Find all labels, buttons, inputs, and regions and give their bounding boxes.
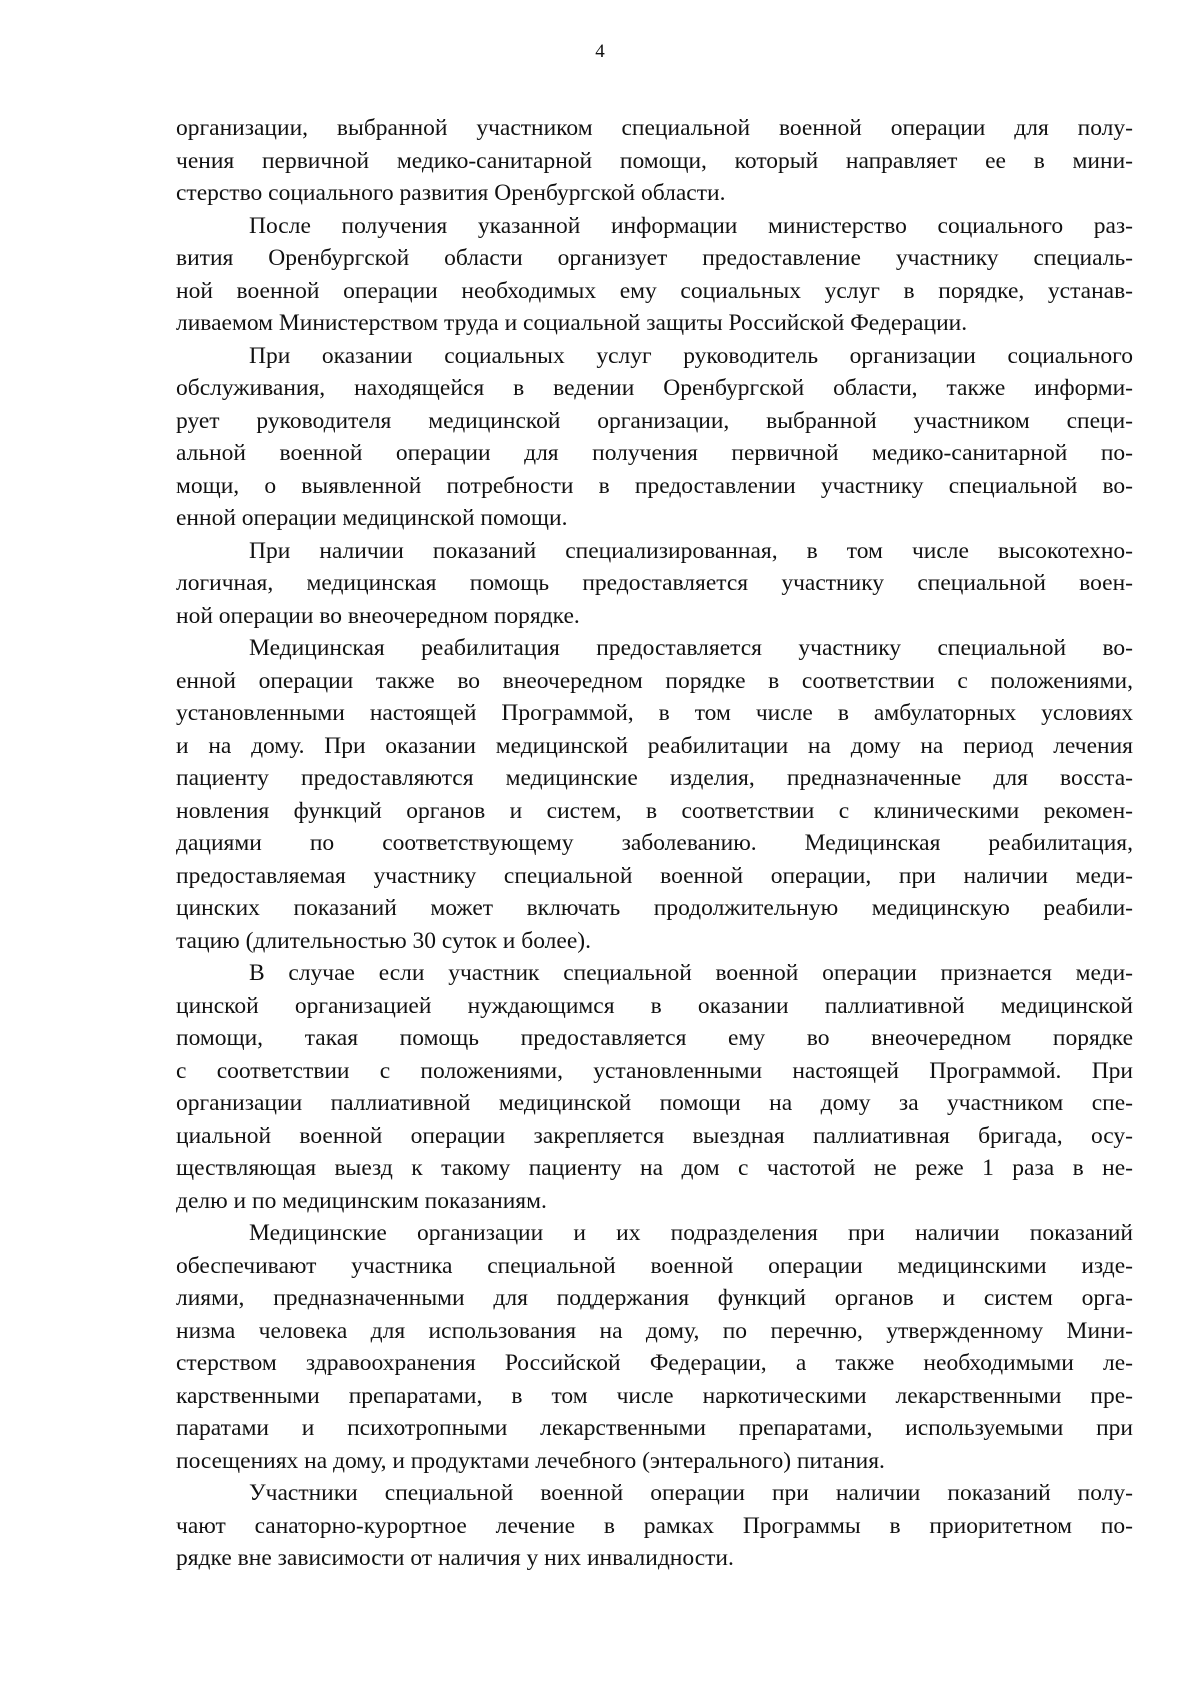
paragraph	[176, 1217, 1133, 1477]
text-line: делю и по медицинским показаниям.	[176, 1187, 547, 1214]
text-line: циальной военной операции закрепляется выездная паллиативная бригада, осу-	[176, 1122, 1133, 1149]
text-line: обслуживания, находящейся в ведении Оренбургской области, также информи-	[176, 375, 1133, 401]
text-line: обеспечивают участника специальной военной операции медицинскими изде-	[176, 1252, 1133, 1279]
paragraph	[176, 957, 1133, 1217]
paragraph	[176, 340, 1133, 535]
paragraph	[176, 210, 1133, 340]
text-line: цинской организацией нуждающимся в оказании паллиативной медицинской	[176, 992, 1133, 1019]
paragraph	[176, 632, 1133, 957]
text-line: В случае если участник специальной военной операции признается меди-	[249, 960, 1133, 986]
text-line: и на дому. При оказании медицинской реабилитации на дому на период лечения	[176, 732, 1133, 759]
text-line: установленными настоящей Программой, в том числе в амбулаторных условиях	[176, 700, 1133, 726]
text-line: Медицинские организации и их подразделения при наличии показаний	[249, 1220, 1133, 1246]
text-line: рует руководителя медицинской организации, выбранной участником специ-	[176, 407, 1133, 434]
text-line: посещениях на дому, и продуктами лечебного (энтерального) питания.	[176, 1447, 885, 1474]
text-line: чают санаторно-курортное лечение в рамках Программы в приоритетном по-	[176, 1512, 1133, 1539]
text-line: чения первичной медико-санитарной помощи, который направляет ее в мини-	[176, 147, 1133, 174]
paragraph	[176, 535, 1133, 633]
text-line: ществляющая выезд к такому пациенту на дом с частотой не реже 1 раза в не-	[176, 1155, 1133, 1181]
text-line: мощи, о выявленной потребности в предоставлении участнику специальной во-	[176, 472, 1133, 499]
text-line: После получения указанной информации министерство социального раз-	[249, 212, 1133, 239]
text-line: вития Оренбургской области организует предоставление участнику специаль-	[176, 245, 1133, 271]
text-line: предоставляемая участнику специальной военной операции, при наличии меди-	[176, 862, 1133, 889]
text-line: логичная, медицинская помощь предоставляется участнику специальной воен-	[176, 570, 1133, 596]
text-line: карственными препаратами, в том числе наркотическими лекарственными пре-	[176, 1382, 1133, 1409]
paragraph	[176, 112, 1133, 210]
text-line: цинских показаний может включать продолжительную медицинскую реабили-	[176, 895, 1133, 921]
text-line: При оказании социальных услуг руководитель организации социального	[249, 342, 1133, 369]
text-line: новления функций органов и систем, в соответствии с клиническими рекомен-	[176, 797, 1133, 824]
text-line: лиями, предназначенными для поддержания функций органов и систем орга-	[176, 1285, 1133, 1311]
text-line: альной военной операции для получения первичной медико-санитарной по-	[176, 440, 1133, 466]
text-line: пациенту предоставляются медицинские изделия, предназначенные для восста-	[176, 765, 1133, 791]
text-line: тацию (длительностью 30 суток и более).	[176, 927, 591, 954]
text-line: Участники специальной военной операции при наличии показаний полу-	[249, 1480, 1133, 1506]
text-line: ливаемом Министерством труда и социальной защиты Российской Федерации.	[176, 310, 968, 336]
text-line: помощи, такая помощь предоставляется ему во внеочередном порядке	[176, 1025, 1133, 1051]
text-line: ной операции во внеочередном порядке.	[176, 602, 580, 629]
text-line: ной военной операции необходимых ему социальных услуг в порядке, устанав-	[176, 277, 1133, 304]
text-line: дациями по соответствующему заболеванию. Медицинская реабилитация,	[176, 830, 1133, 856]
text-line: организации, выбранной участником специальной военной операции для полу-	[176, 115, 1133, 141]
text-line: рядке вне зависимости от наличия у них инвалидности.	[176, 1545, 734, 1571]
page-number: 4	[595, 41, 605, 62]
text-line: с соответствии с положениями, установленными настоящей Программой. При	[176, 1057, 1133, 1084]
text-line: организации паллиативной медицинской помощи на дому за участником спе-	[176, 1090, 1133, 1116]
text-line: стерством здравоохранения Российской Федерации, а также необходимыми ле-	[176, 1350, 1133, 1376]
text-line: енной операции медицинской помощи.	[176, 505, 568, 531]
text-line: паратами и психотропными лекарственными препаратами, используемыми при	[176, 1415, 1133, 1441]
text-line: низма человека для использования на дому, по перечню, утвержденному Мини-	[176, 1317, 1133, 1344]
paragraph	[176, 1477, 1133, 1575]
document-body	[176, 112, 1133, 1575]
text-line: енной операции также во внеочередном порядке в соответствии с положениями,	[176, 667, 1133, 694]
text-line: Медицинская реабилитация предоставляется участнику специальной во-	[249, 635, 1133, 661]
text-line: При наличии показаний специализированная, в том числе высокотехно-	[249, 537, 1133, 564]
text-line: стерство социального развития Оренбургской области.	[176, 180, 726, 206]
